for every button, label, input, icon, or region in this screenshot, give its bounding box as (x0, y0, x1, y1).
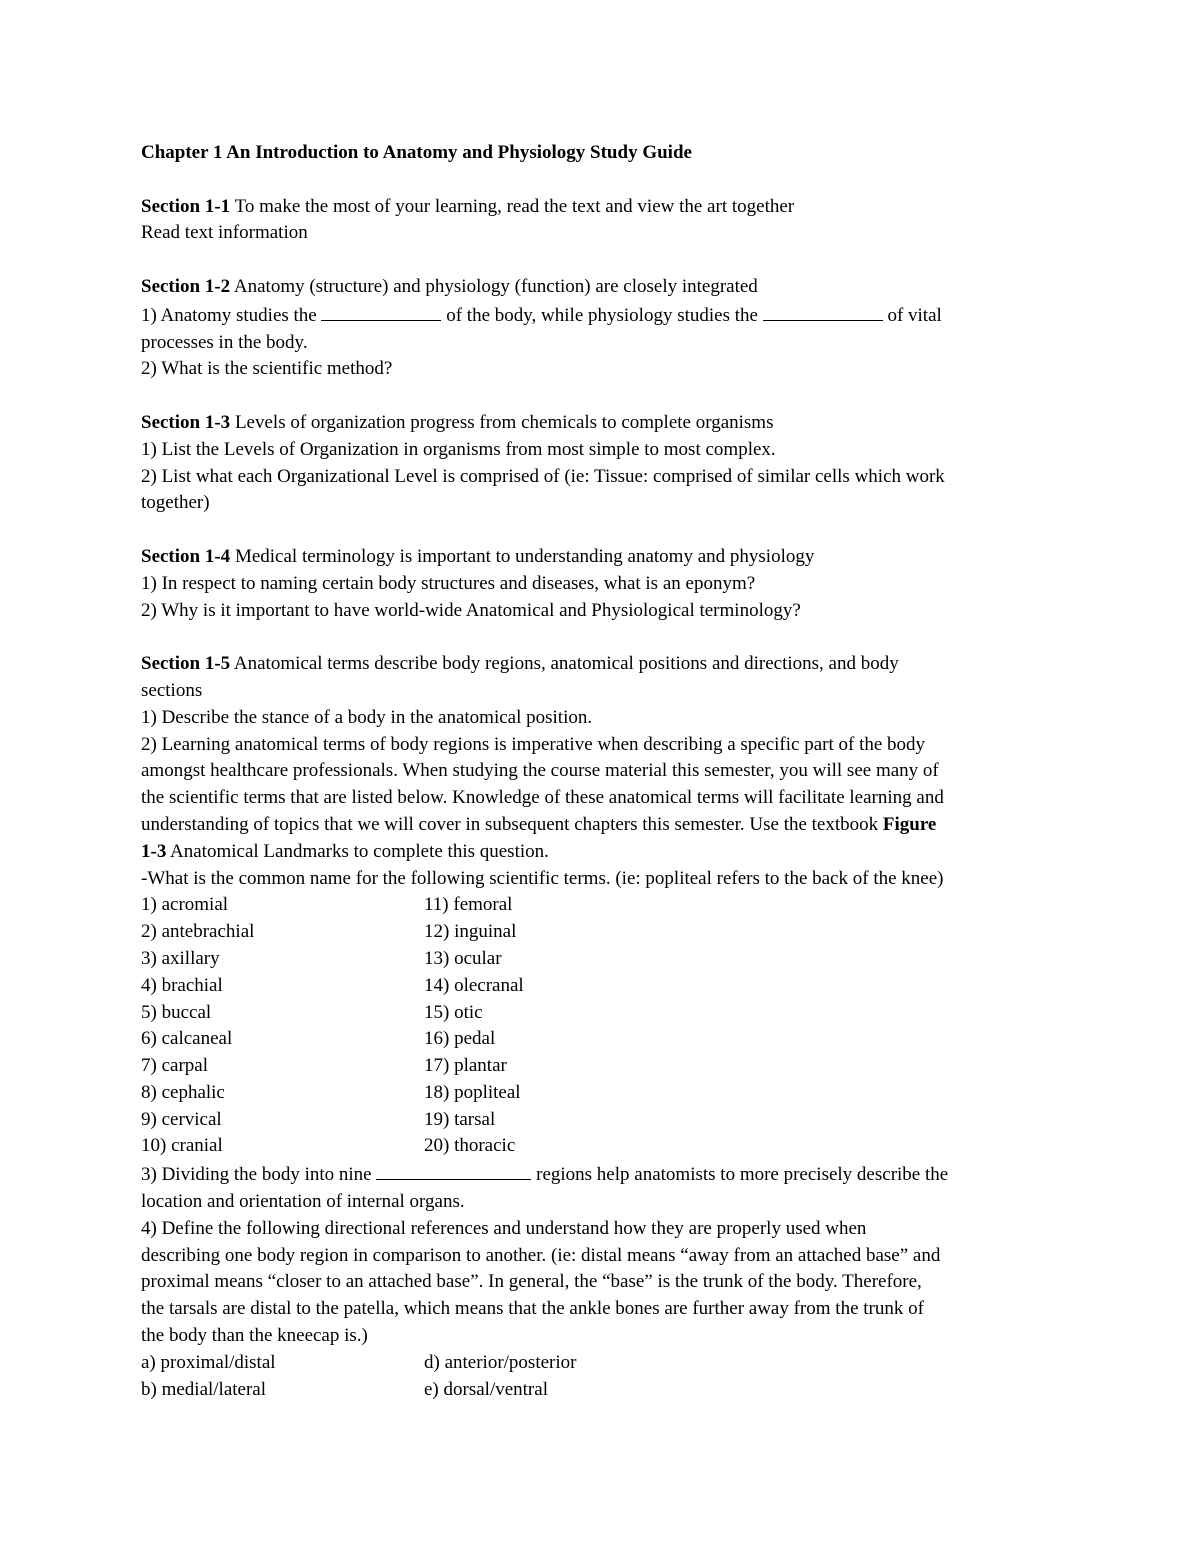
directional-term-item: b) medial/lateral (141, 1378, 267, 1400)
question-1-4-2: 2) Why is it important to have world-wide Anatomical and Physiological terminology? (141, 599, 801, 621)
section-label: Section 1-2 (141, 275, 231, 297)
section-label: Section 1-3 (141, 411, 231, 433)
section-label: Section 1-1 (141, 195, 231, 217)
section-1-1-heading (141, 194, 1061, 221)
question-1-5-2-line: amongst healthcare professionals. When studying the course material this semester, you will see many of (141, 760, 939, 782)
answer-blank (763, 301, 883, 321)
term-item: 8) cephalic (141, 1081, 225, 1103)
terms-list (141, 892, 1061, 1160)
section-1-5-heading-cont: sections (141, 679, 203, 701)
question-1-5-4-line: the tarsals are distal to the patella, which means that the ankle bones are further away from the trunk of (141, 1298, 924, 1320)
answer-blank (321, 301, 441, 321)
question-1-5-4-line: describing one body region in comparison to another. (ie: distal means “away from an attached base” and (141, 1244, 941, 1266)
answer-blank (376, 1160, 531, 1180)
term-item: 12) inguinal (424, 921, 517, 943)
term-item: 20) thoracic (424, 1135, 516, 1157)
spacer (141, 167, 1061, 194)
spacer (141, 624, 1061, 651)
question-1-5-4-line: the body than the kneecap is.) (141, 1325, 368, 1347)
page-title: Chapter 1 An Introduction to Anatomy and Physiology Study Guide (141, 142, 692, 163)
section-label: Section 1-4 (141, 545, 231, 567)
spacer (141, 383, 1061, 410)
term-item: 10) cranial (141, 1135, 223, 1157)
section-1-1-instruction: Read text information (141, 222, 308, 244)
term-item: 2) antebrachial (141, 921, 255, 943)
question-text: Anatomical Landmarks to complete this question. (166, 840, 549, 862)
question-1-5-2-line (141, 839, 1061, 866)
spacer (141, 517, 1061, 544)
question-1-3-2: 2) List what each Organizational Level is comprised of (ie: Tissue: comprised of similar cells which work (141, 465, 945, 487)
term-item: 7) carpal (141, 1055, 208, 1077)
question-1-3-1: 1) List the Levels of Organization in organisms from most simple to most complex. (141, 438, 776, 460)
section-title: Anatomy (structure) and physiology (function) are closely integrated (230, 275, 758, 297)
term-item: 1) acromial (141, 894, 229, 916)
term-item: 5) buccal (141, 1001, 212, 1023)
section-label: Section 1-5 (141, 653, 231, 675)
directional-terms-list (141, 1350, 1061, 1404)
term-item: 16) pedal (424, 1028, 496, 1050)
question-1-5-2-line: 2) Learning anatomical terms of body regions is imperative when describing a specific part of the body (141, 733, 926, 755)
spacer (141, 247, 1061, 274)
question-1-2-1 (141, 301, 1061, 330)
figure-reference: Figure (882, 813, 937, 835)
question-text: regions help anatomists to more precisely describe the (531, 1164, 949, 1186)
question-1-5-3-cont: location and orientation of internal organs. (141, 1191, 465, 1213)
terms-prompt: -What is the common name for the following scientific terms. (ie: popliteal refers to the back of the knee) (141, 867, 944, 889)
term-item: 9) cervical (141, 1108, 222, 1130)
section-title: Levels of organization progress from chemicals to complete organisms (230, 411, 774, 433)
question-text: understanding of topics that we will cover in subsequent chapters this semester. Use the textbook (141, 813, 883, 835)
term-item: 11) femoral (424, 894, 513, 916)
section-1-3-heading (141, 410, 1061, 437)
term-item: 14) olecranal (424, 974, 524, 996)
directional-term-item: a) proximal/distal (141, 1351, 276, 1373)
terms-column-right (424, 892, 824, 1160)
term-item: 19) tarsal (424, 1108, 496, 1130)
section-1-4-heading (141, 544, 1061, 571)
question-1-4-1: 1) In respect to naming certain body structures and diseases, what is an eponym? (141, 572, 756, 594)
term-item: 3) axillary (141, 947, 220, 969)
directional-column-right (424, 1350, 824, 1404)
question-1-5-3 (141, 1160, 1061, 1189)
question-1-5-4-line: 4) Define the following directional references and understand how they are properly used when (141, 1217, 867, 1239)
question-1-2-2: 2) What is the scientific method? (141, 358, 393, 380)
figure-reference: 1-3 (141, 840, 167, 862)
study-guide-page (141, 140, 1061, 1403)
directional-column-left (141, 1350, 424, 1404)
term-item: 15) otic (424, 1001, 483, 1023)
term-item: 17) plantar (424, 1055, 507, 1077)
question-text: 1) Anatomy studies the (141, 304, 322, 326)
section-title: Medical terminology is important to understanding anatomy and physiology (230, 545, 815, 567)
term-item: 13) ocular (424, 947, 502, 969)
directional-term-item: d) anterior/posterior (424, 1351, 577, 1373)
question-1-5-2-line (141, 812, 1061, 839)
question-1-3-2-cont: together) (141, 492, 210, 514)
question-text: of vital (882, 304, 942, 326)
question-text: 3) Dividing the body into nine (141, 1164, 377, 1186)
section-1-2-heading (141, 274, 1061, 301)
section-1-5-heading (141, 651, 1061, 678)
question-1-2-1-cont: processes in the body. (141, 331, 308, 353)
terms-column-left (141, 892, 424, 1160)
question-1-5-4-line: proximal means “closer to an attached base”. In general, the “base” is the trunk of the body. Therefore, (141, 1271, 922, 1293)
question-text: of the body, while physiology studies the (441, 304, 763, 326)
section-title: Anatomical terms describe body regions, anatomical positions and directions, and body (230, 653, 899, 675)
directional-term-item: e) dorsal/ventral (424, 1378, 548, 1400)
term-item: 18) popliteal (424, 1081, 521, 1103)
term-item: 4) brachial (141, 974, 223, 996)
term-item: 6) calcaneal (141, 1028, 233, 1050)
question-1-5-1: 1) Describe the stance of a body in the anatomical position. (141, 706, 593, 728)
question-1-5-2-line: the scientific terms that are listed below. Knowledge of these anatomical terms will facilitate learning and (141, 787, 944, 809)
section-title: To make the most of your learning, read the text and view the art together (230, 195, 795, 217)
